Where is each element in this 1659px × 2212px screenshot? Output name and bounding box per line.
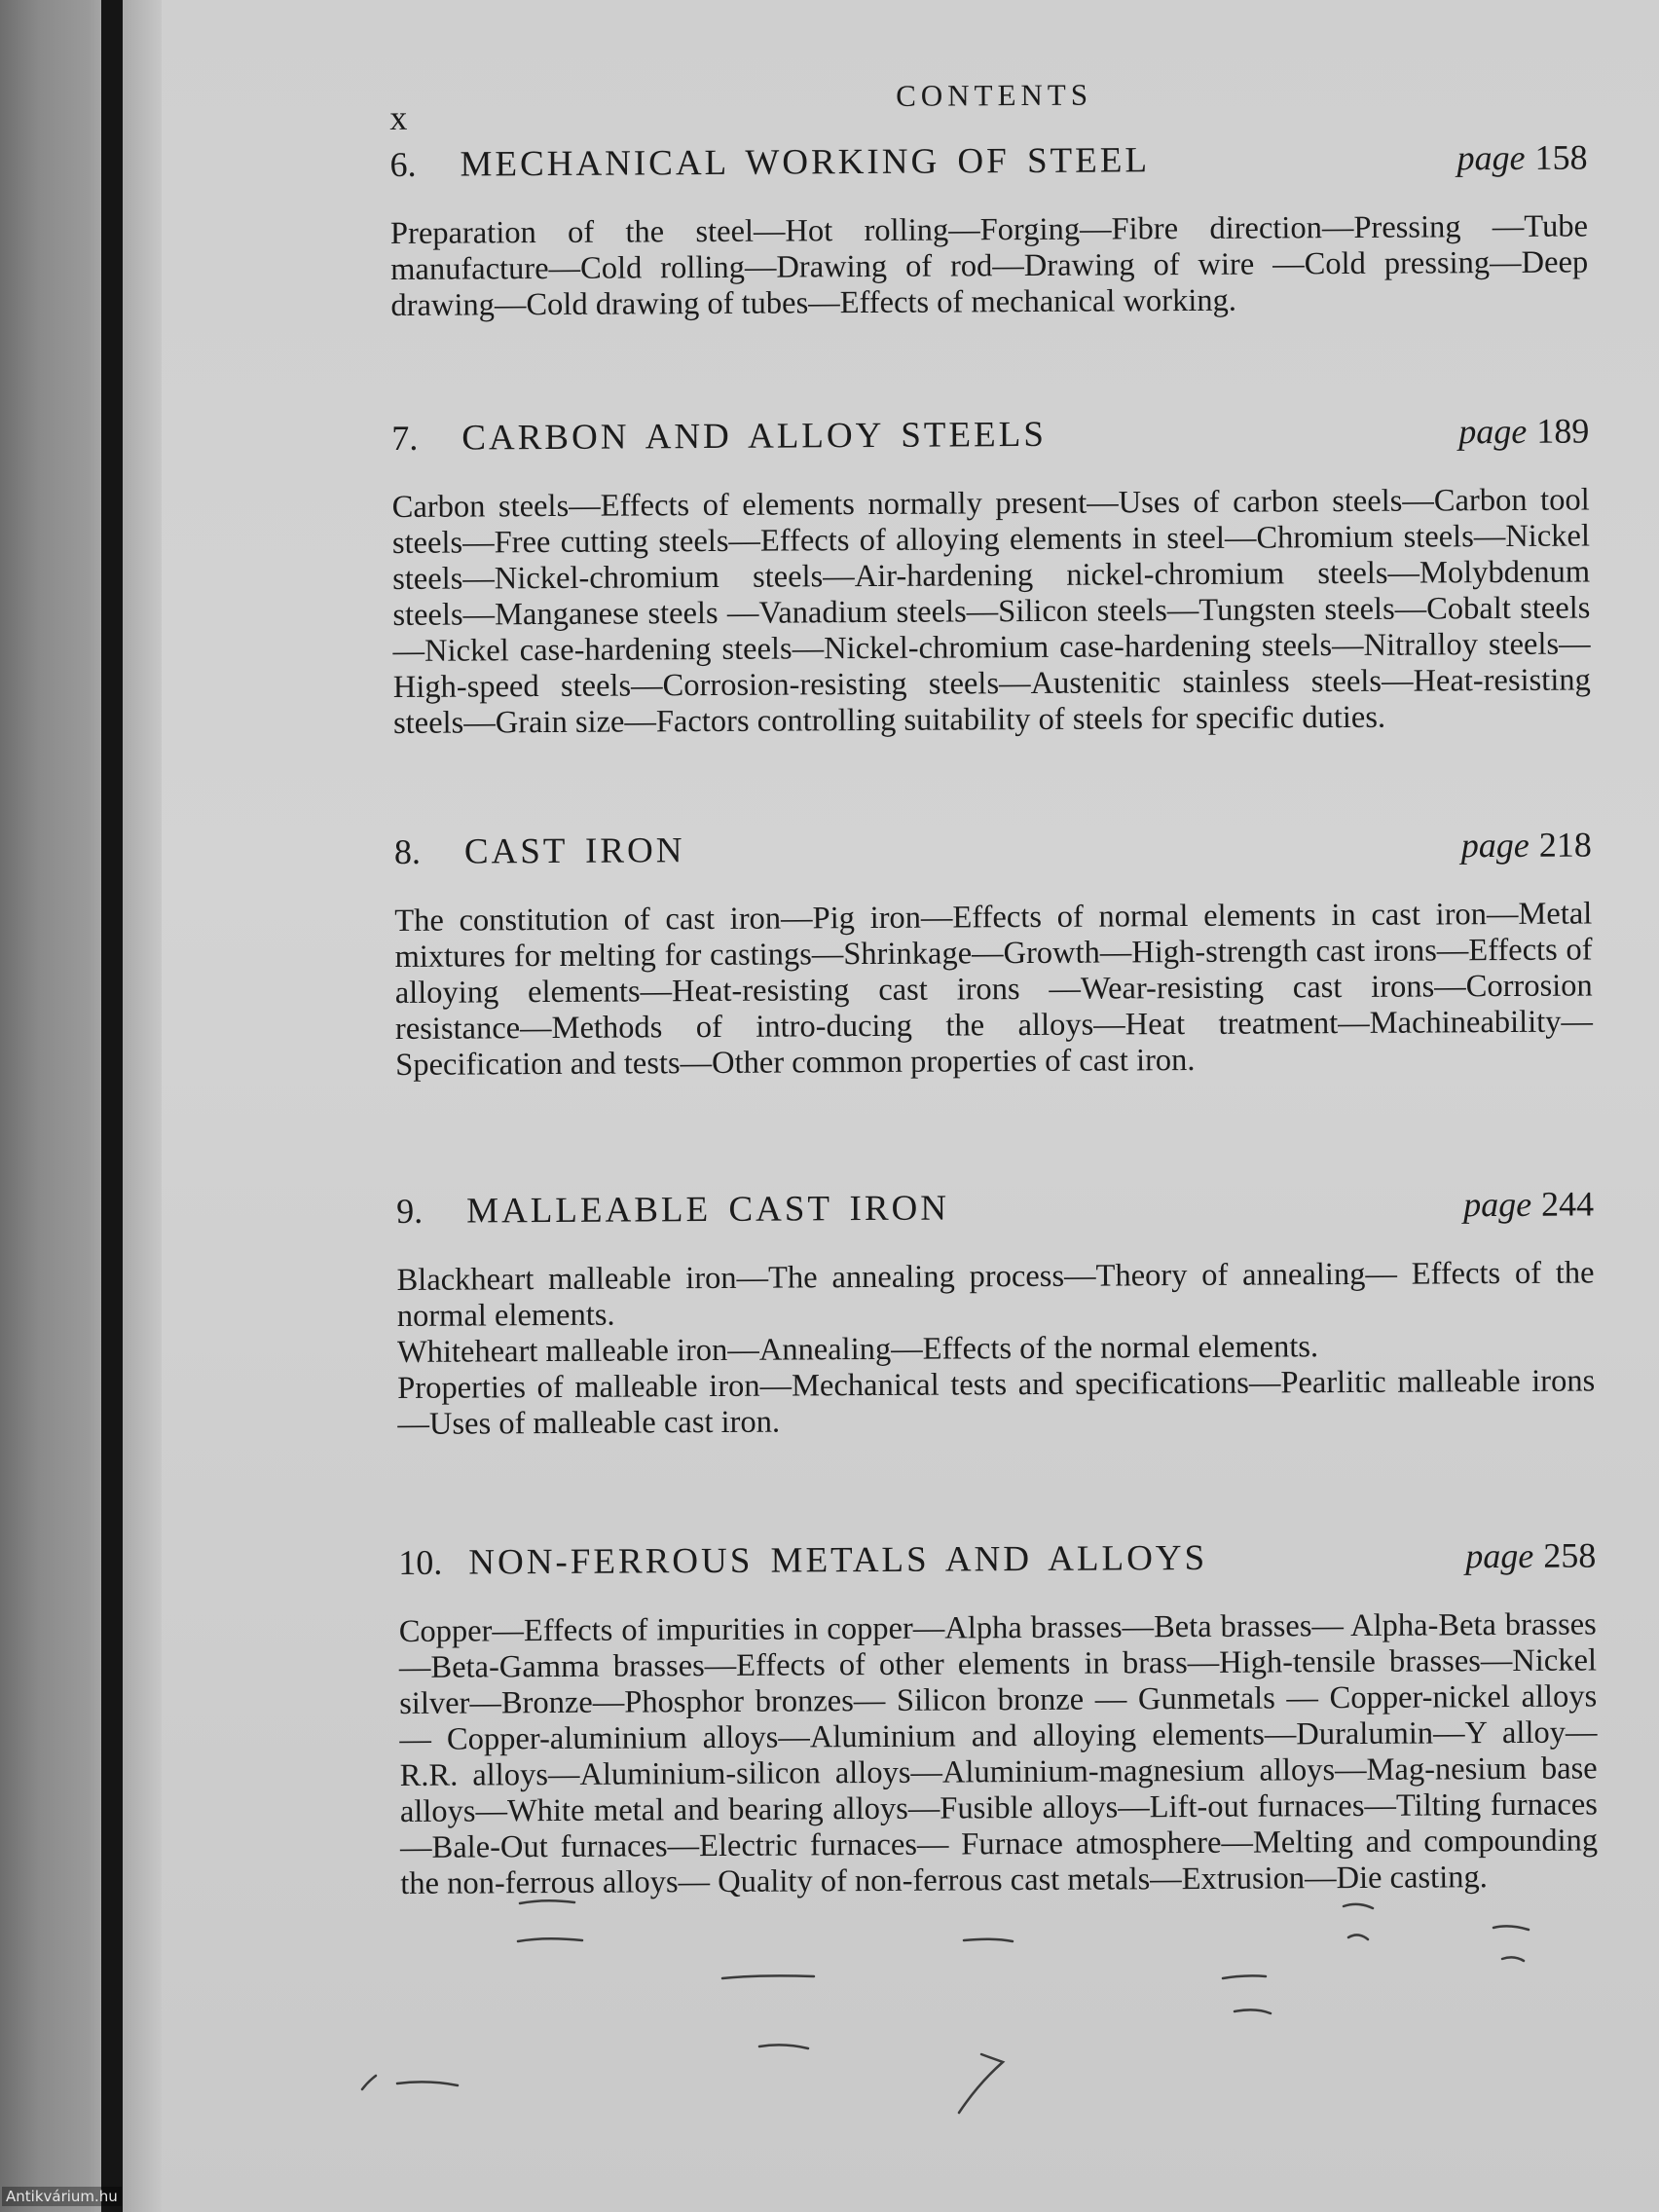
chapter-topics <box>394 896 1593 1084</box>
chapter-number: 10. <box>398 1542 443 1582</box>
topics-paragraph: Blackheart malleable iron—The annealing process—Theory of annealing— Effects of the normal elements. <box>396 1255 1595 1334</box>
contents-text <box>389 68 1598 1901</box>
page-number: 258 <box>1543 1535 1597 1575</box>
page-folio: x <box>389 97 408 137</box>
chapter-entry-7 <box>391 410 1591 742</box>
chapter-heading <box>396 1183 1594 1249</box>
chapter-number: 6. <box>389 144 417 184</box>
topics-paragraph: Properties of malleable iron—Mechanical tests and specifications—Pearlitic malleable irons—Uses of malleable cast iron. <box>397 1363 1596 1442</box>
chapter-page-ref <box>1456 136 1587 178</box>
page-number: 189 <box>1536 411 1590 451</box>
chapter-title: CARBON AND ALLOY STEELS <box>461 414 1047 459</box>
chapter-title: MECHANICAL WORKING OF STEEL <box>460 140 1151 185</box>
chapter-number: 8. <box>393 831 421 871</box>
chapter-heading <box>394 824 1592 890</box>
chapter-heading <box>391 410 1589 476</box>
page-word: page <box>1462 1184 1532 1225</box>
page-number: 244 <box>1540 1184 1595 1224</box>
chapter-page-ref <box>1461 824 1592 866</box>
topics-paragraph: Carbon steels—Effects of elements normally present—Uses of carbon steels—Carbon tool steels—Free cutting steels—Effects of alloying elements in steel—Chromium steels—Nickel steels—Nickel-chromium steels—Air-hardening nickel-chromium steels—Molybdenum steels—Manganese steels —Vanadium steels—Silicon steels—Tungsten steels—Cobalt steels—Nickel case-hardening steels—Nickel-chromium case-hardening steels—Nitralloy steels—High-speed steels—Corrosion-resisting steels—Austenitic stainless steels—Heat-resisting steels—Grain size—Factors controlling suitability of steels for specific duties. <box>391 482 1591 741</box>
topics-paragraph: The constitution of cast iron—Pig iron—Effects of normal elements in cast iron—Metal mixtures for melting for castings—Shrinkage—Growth—High-strength cast irons—Effects of alloying elements—Heat-resisting cast irons —Wear-resisting cast irons—Corrosion resistance—Methods of intro-ducing the alloys—Heat treatment—Machineability—Specification and tests—Other common properties of cast iron. <box>394 896 1594 1083</box>
chapter-entry-9 <box>396 1183 1596 1443</box>
topics-paragraph: Preparation of the steel—Hot rolling—Forging—Fibre direction—Pressing —Tube manufacture—Cold rolling—Drawing of rod—Drawing of wire —Cold pressing—Deep drawing—Cold drawing of tubes—Effects of mechanical working. <box>389 208 1589 323</box>
chapter-title: MALLEABLE CAST IRON <box>465 1188 950 1232</box>
chapter-entry-10 <box>398 1534 1598 1902</box>
chapter-title: NON-FERROUS METALS AND ALLOYS <box>468 1537 1208 1583</box>
page-word: page <box>1465 1535 1534 1576</box>
chapter-heading <box>389 136 1587 203</box>
gutter-shadow <box>123 0 162 2212</box>
page-word: page <box>1458 411 1528 452</box>
page-word: page <box>1460 825 1530 866</box>
running-head <box>389 68 1587 144</box>
chapter-entry-8 <box>394 824 1594 1084</box>
chapter-entry-6 <box>389 136 1588 324</box>
page-number: 158 <box>1534 137 1588 177</box>
chapter-number: 9. <box>396 1191 424 1231</box>
chapter-title: CAST IRON <box>463 830 685 872</box>
topics-paragraph: Copper—Effects of impurities in copper—Alpha brasses—Beta brasses— Alpha-Beta brasses—Beta-Gamma brasses—Effects of other elements in brass—High-tensile brasses—Nickel silver—Bronze—Phosphor bronzes— Silicon bronze — Gunmetals — Copper-nickel alloys — Copper-aluminium alloys—Aluminium and alloying elements—Duralumin—Y alloy—R.R. alloys—Aluminium-silicon alloys—Aluminium-magnesium alloys—Mag-nesium base alloys—White metal and bearing alloys—Fusible alloys—Lift-out furnaces—Tilting furnaces—Bale-Out furnaces—Electric furnaces— Furnace atmosphere—Melting and compounding the non-ferrous alloys— Quality of non-ferrous cast metals—Extrusion—Die casting. <box>398 1606 1599 1901</box>
book-spine <box>101 0 123 2212</box>
chapter-topics <box>390 208 1589 324</box>
chapter-page-ref <box>1463 1183 1594 1225</box>
page-word: page <box>1456 137 1526 178</box>
running-title: CONTENTS <box>896 77 1093 113</box>
watermark: Antikvárium.hu <box>2 2187 122 2206</box>
topics-paragraph: Whiteheart malleable iron—Annealing—Effects of the normal elements. <box>396 1329 1319 1370</box>
chapter-topics <box>399 1606 1599 1902</box>
chapter-heading <box>398 1534 1596 1601</box>
chapter-page-ref <box>1458 410 1589 452</box>
chapter-topics <box>392 482 1592 742</box>
chapter-number: 7. <box>391 418 419 458</box>
chapter-page-ref <box>1465 1534 1596 1576</box>
page-number: 218 <box>1538 825 1592 865</box>
chapter-topics <box>396 1255 1595 1443</box>
